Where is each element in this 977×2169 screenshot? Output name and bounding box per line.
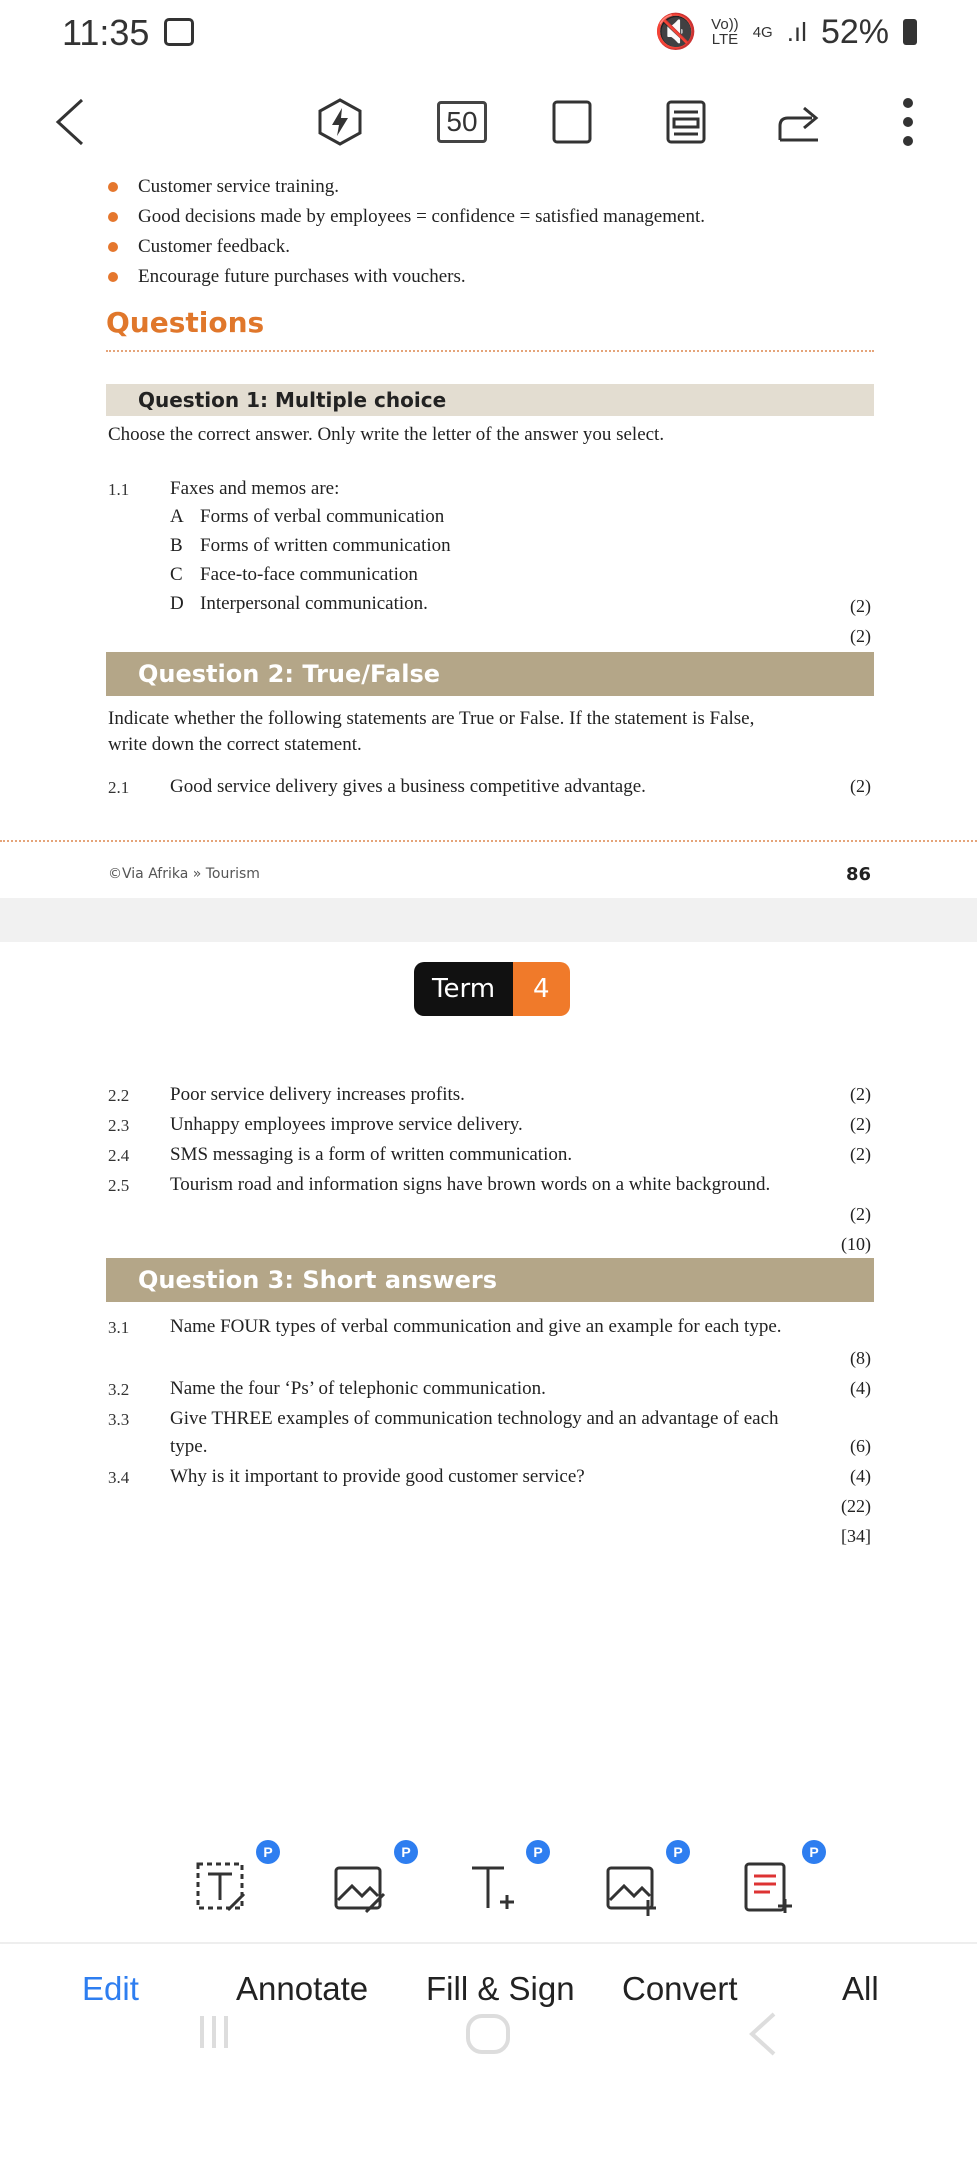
q1-stem: Faxes and memos are: [170,478,340,499]
q3-2-number: 3.2 [108,1380,130,1399]
tabs-divider [0,1942,977,1944]
q3-2-mark: (4) [850,1378,871,1398]
tab-fill-sign[interactable]: Fill & Sign [426,1970,575,2007]
fullscreen-icon[interactable] [542,92,602,152]
q2-1-text: Good service delivery gives a business competitive advantage. [170,776,646,797]
back-nav-icon[interactable] [746,2010,778,2063]
edit-image-tool[interactable] [324,1844,411,1924]
q2-instruction-line2: write down the correct statement. [108,734,362,755]
tab-edit[interactable]: Edit [82,1970,139,2007]
q1-options [170,506,451,622]
tab-annotate[interactable]: Annotate [236,1970,369,2007]
q3-1-text: Name FOUR types of verbal communication and give an example for each type. [170,1316,782,1337]
status-time: 11:35 [62,12,150,53]
gallery-notification-icon [164,18,194,46]
list-item: Encourage future purchases with vouchers. [108,262,705,292]
volte-indicator: Vo)) LTE [711,16,739,48]
q2-5-mark: (2) [850,1204,871,1224]
reading-mode-icon[interactable] [656,92,716,152]
q2-instruction-line1: Indicate whether the following statements are True or False. If the statement is False, [108,708,755,729]
q3-3-text-cont: type. [170,1436,208,1457]
page-gap [0,898,977,942]
page-number: 86 [845,864,871,885]
edit-text-tool[interactable] [186,1844,273,1924]
q1-number: 1.1 [108,480,130,499]
heading-divider [106,350,874,352]
option-b: B Forms of written communication [170,535,451,556]
add-text-tool[interactable] [456,1844,543,1924]
network-gen: 4G [752,23,773,41]
battery-icon [903,19,917,45]
option-c: C Face-to-face communication [170,564,418,585]
list-item: Good decisions made by employees = confidence = satisfied management. [108,202,705,232]
add-pages-tool[interactable] [732,1844,819,1924]
term-badge [414,962,570,1016]
recent-apps-icon[interactable] [194,2012,234,2057]
q2-2-text: Poor service delivery increases profits. [170,1084,465,1105]
add-image-tool[interactable] [596,1844,683,1924]
q1-instruction: Choose the correct answer. Only write the letter of the answer you select. [108,424,665,445]
q2-4-mark: (2) [850,1144,871,1164]
list-item: Customer service training. [108,172,705,202]
q2-total: (10) [841,1234,871,1254]
q2-4-text: SMS messaging is a form of written communication. [170,1144,573,1165]
premium-badge: P [802,1840,826,1864]
question-2-title: Question 2: True/False [106,652,874,696]
q2-2-number: 2.2 [108,1086,130,1105]
home-icon[interactable] [464,2012,512,2061]
premium-badge: P [394,1840,418,1864]
signal-icon: .ıl [786,16,807,47]
status-icons [655,12,917,52]
term-label: Term [414,962,513,1016]
mute-icon: 🔇 [654,13,698,51]
q2-3-text: Unhappy employees improve service delivery. [170,1114,523,1135]
q3-1-number: 3.1 [108,1318,130,1337]
ai-assistant-icon[interactable] [310,92,370,152]
q2-5-text: Tourism road and information signs have brown words on a white background. [170,1174,771,1195]
q3-3-text: Give THREE examples of communication technology and an advantage of each [170,1408,779,1429]
q1-total: (2) [850,626,871,646]
q2-5-number: 2.5 [108,1176,130,1195]
q3-4-number: 3.4 [108,1468,130,1487]
q2-1-mark: (2) [850,776,871,796]
list-item: Customer feedback. [108,232,705,262]
q3-4-mark: (4) [850,1466,871,1486]
q2-4-number: 2.4 [108,1146,130,1165]
back-icon[interactable] [40,92,100,152]
q3-3-mark: (6) [850,1436,871,1456]
question-1-title: Question 1: Multiple choice [106,384,874,416]
tab-all[interactable]: All [842,1970,879,2007]
q3-4-text: Why is it important to provide good customer service? [170,1466,585,1487]
battery-level: 52% [820,12,889,51]
grand-total: [34] [841,1526,871,1546]
q2-3-number: 2.3 [108,1116,130,1135]
q3-total: (22) [841,1496,871,1516]
tab-convert[interactable]: Convert [622,1970,738,2007]
q3-1-mark: (8) [850,1348,871,1368]
option-a: A Forms of verbal communication [170,506,445,527]
q3-2-text: Name the four ‘Ps’ of telephonic communication. [170,1378,546,1399]
option-d: D Interpersonal communication. [170,593,428,614]
question-3-title: Question 3: Short answers [106,1258,874,1302]
premium-badge: P [666,1840,690,1864]
bullet-list [108,172,705,292]
premium-badge: P [256,1840,280,1864]
share-icon[interactable] [770,92,830,152]
questions-heading: Questions [106,306,265,339]
q2-3-mark: (2) [850,1114,871,1134]
more-options-icon[interactable] [878,92,938,152]
q1-mark: (2) [850,596,871,616]
premium-badge: P [526,1840,550,1864]
page-count-button[interactable]: 50 [432,92,492,152]
copyright: ©Via Afrika » Tourism [108,866,260,882]
q3-3-number: 3.3 [108,1410,130,1429]
q2-2-mark: (2) [850,1084,871,1104]
q2-1-number: 2.1 [108,778,130,797]
page-divider [0,840,977,842]
term-number: 4 [513,962,570,1016]
